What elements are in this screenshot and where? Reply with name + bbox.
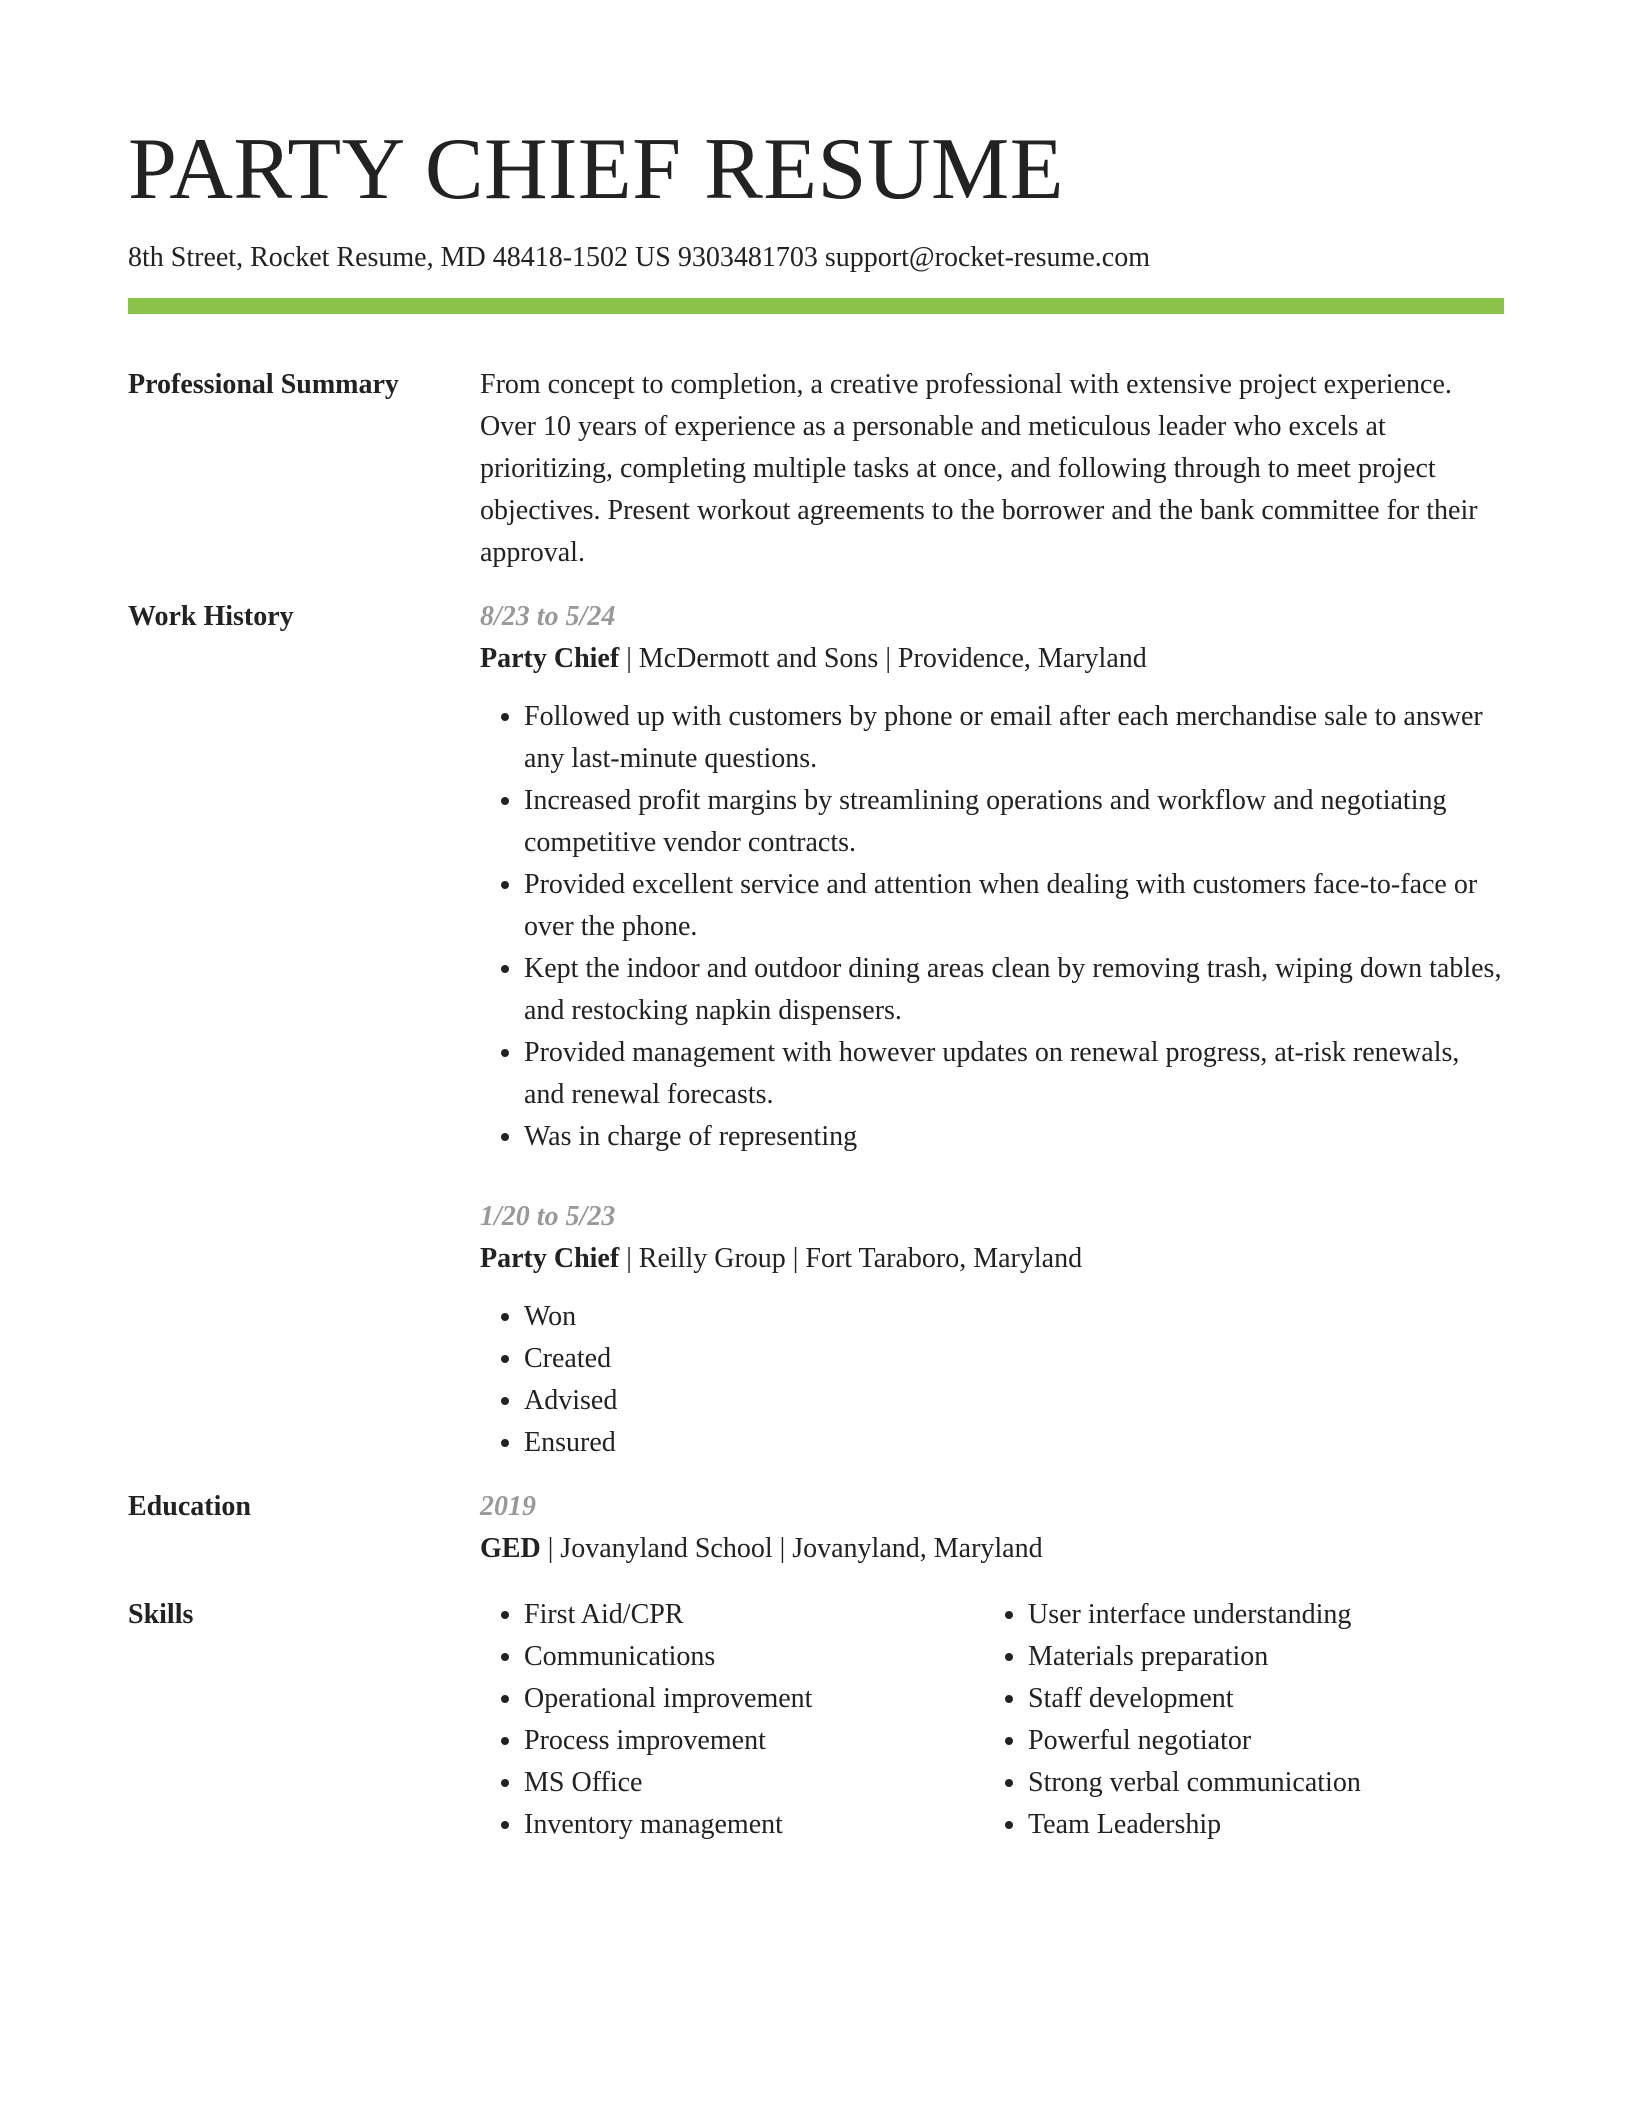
- job-details: | Reilly Group | Fort Taraboro, Maryland: [619, 1243, 1083, 1274]
- skill-item: • Materials preparation: [1028, 1636, 1488, 1678]
- summary-text: From concept to completion, a creative professional with extensive project experience. Over 10 years of experience as a personable and meticulous leader who excels at prioritizing, completing multiple tasks at once, and following through to meet project objectives. Present workout agreements to the borrower and the bank committee for their approval.: [480, 369, 1478, 568]
- job-title: Party Chief: [480, 1243, 620, 1274]
- education-body: [480, 1486, 1504, 1570]
- skill-item: • Powerful negotiator: [1028, 1720, 1488, 1762]
- section-label-skills: Skills: [128, 1599, 194, 1630]
- section-label-summary: Professional Summary: [128, 369, 399, 400]
- job-bullets: [480, 1296, 1504, 1464]
- job-bullet: • Ensured: [524, 1422, 1504, 1464]
- skill-item: • Process improvement: [524, 1720, 984, 1762]
- education-details: | Jovanyland School | Jovanyland, Maryland: [540, 1533, 1043, 1564]
- job-bullet: • Created: [524, 1338, 1504, 1380]
- job-bullet: • Was in charge of representing: [524, 1116, 1504, 1158]
- job-bullet: • Followed up with customers by phone or email after each merchandise sale to answer any last-minute questions.: [524, 696, 1504, 780]
- education-line: [480, 1528, 1504, 1570]
- job-line: [480, 1238, 1504, 1280]
- skill-item: • Operational improvement: [524, 1678, 984, 1720]
- skill-item: • Strong verbal communication: [1028, 1762, 1488, 1804]
- job-bullet: • Won: [524, 1296, 1504, 1338]
- education-date: 2019: [480, 1491, 536, 1522]
- work-history-body: [480, 596, 1504, 1464]
- section-education: [128, 1486, 1504, 1570]
- skill-item: • Team Leadership: [1028, 1804, 1488, 1846]
- skills-list-right: [984, 1594, 1488, 1846]
- skill-item: • Communications: [524, 1636, 984, 1678]
- skill-item: • MS Office: [524, 1762, 984, 1804]
- accent-divider: [128, 298, 1504, 314]
- skills-body: [480, 1594, 1504, 1846]
- skills-list-left: [480, 1594, 984, 1846]
- job-dates: 1/20 to 5/23: [480, 1201, 616, 1232]
- job-title: Party Chief: [480, 643, 620, 674]
- job-bullet: • Advised: [524, 1380, 1504, 1422]
- job-bullet: • Increased profit margins by streamlining operations and workflow and negotiating competitive vendor contracts.: [524, 780, 1504, 864]
- section-label-education: Education: [128, 1491, 251, 1522]
- skill-item: • Staff development: [1028, 1678, 1488, 1720]
- job-bullet: • Provided excellent service and attention when dealing with customers face-to-face or over the phone.: [524, 864, 1504, 948]
- skills-column-right: [984, 1594, 1488, 1846]
- section-professional-summary: [128, 364, 1504, 574]
- skill-item: • First Aid/CPR: [524, 1594, 984, 1636]
- job-details: | McDermott and Sons | Providence, Maryland: [619, 643, 1147, 674]
- skills-column-left: [480, 1594, 984, 1846]
- education-degree: GED: [480, 1533, 541, 1564]
- job-dates: 8/23 to 5/24: [480, 601, 616, 632]
- job-bullet: • Provided management with however updates on renewal progress, at-risk renewals, and renewal forecasts.: [524, 1032, 1504, 1116]
- job-line: [480, 638, 1504, 680]
- contact-line: 8th Street, Rocket Resume, MD 48418-1502 US 9303481703 support@rocket-resume.com: [128, 242, 1150, 273]
- section-label-work-history: Work History: [128, 601, 294, 632]
- job-bullets: [480, 696, 1504, 1158]
- skill-item: • Inventory management: [524, 1804, 984, 1846]
- section-work-history: [128, 596, 1504, 1464]
- job-entry: [480, 596, 1504, 1158]
- job-bullet: • Kept the indoor and outdoor dining areas clean by removing trash, wiping down tables, and restocking napkin dispensers.: [524, 948, 1504, 1032]
- resume-title: PARTY CHIEF RESUME: [128, 121, 1065, 218]
- skill-item: • User interface understanding: [1028, 1594, 1488, 1636]
- section-skills: [128, 1594, 1504, 1846]
- job-entry: [480, 1196, 1504, 1464]
